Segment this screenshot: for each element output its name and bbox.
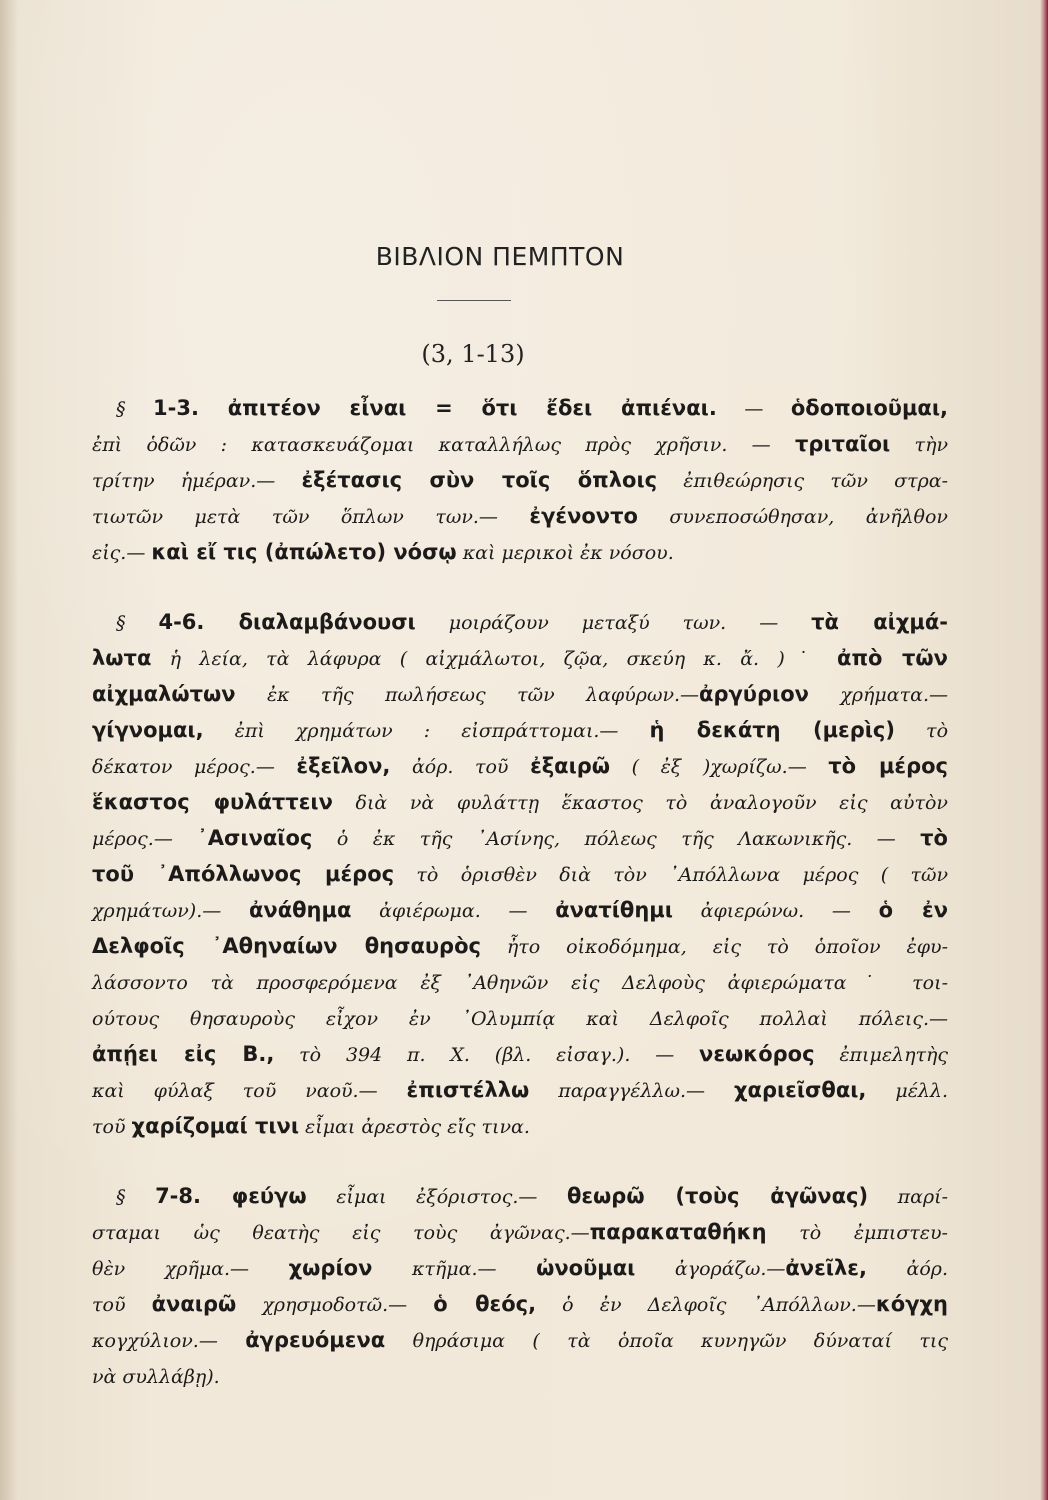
lemma-term: καὶ εἴ τις (ἀπώλετο) νόσῳ xyxy=(151,540,457,564)
gloss-text: ἐπιθεώρησις τῶν στρα- xyxy=(657,470,948,492)
text-line xyxy=(92,1214,948,1250)
gloss-text: — xyxy=(716,398,791,420)
lemma-term: Δελφοῖς ᾿Αθηναίων θησαυρὸς xyxy=(92,934,481,958)
gloss-text: διὰ νὰ φυλάττῃ ἕκαστος τὸ ἀναλογοῦν εἰς αὐτὸν xyxy=(332,792,948,814)
text-line xyxy=(92,1072,948,1108)
gloss-text: ἀφιέρωμα. — xyxy=(351,900,556,922)
gloss-text: τὴν xyxy=(890,434,948,456)
page-binding-edge xyxy=(1040,0,1048,1500)
gloss-text: παρί- xyxy=(868,1186,948,1208)
gloss-text: χρήματα.— xyxy=(808,684,948,706)
gloss-text: τρίτην ἡμέραν.— xyxy=(92,470,302,492)
gloss-text: τὸ ὁρισθὲν διὰ τὸν ᾿Απόλλωνα μέρος ( τῶν xyxy=(394,864,948,886)
commentary-text xyxy=(92,390,948,1428)
lemma-term: ὠνοῦμαι xyxy=(536,1256,636,1280)
gloss-text: § xyxy=(116,1186,156,1208)
gloss-text: εἰς.— xyxy=(92,542,152,564)
commentary-paragraph xyxy=(92,390,948,570)
gloss-text: ἐπὶ ὁδῶν : κατασκευάζομαι καταλλήλως πρὸς χρῆσιν. — xyxy=(92,434,795,456)
gloss-text: χρησμοδοτῶ.— xyxy=(236,1294,434,1316)
gloss-text: μέλλ. xyxy=(866,1080,949,1102)
text-line xyxy=(92,892,948,928)
text-line xyxy=(92,748,948,784)
text-line xyxy=(92,1036,948,1072)
lemma-term: ἐξαιρῶ xyxy=(530,754,611,778)
lemma-term: γίγνομαι, xyxy=(92,718,204,742)
gloss-text: τὸ ἐμπιστευ- xyxy=(766,1222,948,1244)
text-line xyxy=(92,820,948,856)
lemma-term: τριταῖοι xyxy=(795,432,891,456)
text-line xyxy=(92,1250,948,1286)
gloss-text: νὰ συλλάβῃ). xyxy=(92,1366,220,1388)
gloss-text: ἐκ τῆς πωλήσεως τῶν λαφύρων.— xyxy=(235,684,700,706)
lemma-term: ἐξέτασις σὺν τοῖς ὅπλοις xyxy=(301,468,658,492)
text-line xyxy=(92,1322,948,1358)
lemma-term: 7-8. φεύγω xyxy=(155,1184,307,1208)
gloss-text: κογχύλιον.— xyxy=(92,1330,246,1352)
lemma-term: ἕκαστος φυλάττειν xyxy=(92,790,333,814)
gloss-text: ἀφιερώνω. — xyxy=(672,900,879,922)
lemma-term: κόγχη xyxy=(875,1292,948,1316)
gloss-text: χρημάτων).— xyxy=(92,900,249,922)
text-line xyxy=(92,534,948,570)
lemma-term: τοῦ ᾿Απόλλωνος μέρος xyxy=(92,862,395,886)
text-line xyxy=(92,390,948,426)
gloss-text: ἐπὶ χρημάτων : εἰσπράττομαι.— xyxy=(203,720,650,742)
lemma-term: 4-6. διαλαμβάνουσι xyxy=(158,610,416,634)
gloss-text: τὸ xyxy=(894,720,949,742)
text-line xyxy=(92,712,948,748)
gloss-text: παραγγέλλω.— xyxy=(529,1080,734,1102)
lemma-term: ἐγένοντο xyxy=(529,504,638,528)
gloss-text: δέκατον μέρος.— xyxy=(92,756,297,778)
gloss-text: καὶ μερικοὶ ἐκ νόσου. xyxy=(456,542,674,564)
lemma-term: παρακαταθήκη xyxy=(589,1220,767,1244)
lemma-term: ἀργύριον xyxy=(699,682,809,706)
gloss-text: ( ἐξ )χωρίζω.— xyxy=(610,756,829,778)
gloss-text: τοῦ xyxy=(92,1294,152,1316)
gloss-text: ἦτο οἰκοδόμημα, εἰς τὸ ὁποῖον ἐφυ- xyxy=(480,936,948,958)
lemma-term: ὁ θεός, xyxy=(433,1292,537,1316)
gloss-text: τιωτῶν μετὰ τῶν ὅπλων των.— xyxy=(92,506,530,528)
lemma-term: τὰ αἰχμά- xyxy=(811,610,948,634)
lemma-term: ὁδοποιοῦμαι, xyxy=(790,396,948,420)
gloss-text: τοῦ xyxy=(92,1116,132,1138)
lemma-term: τὸ xyxy=(920,826,948,850)
lemma-term: ἐξεῖλον, xyxy=(296,754,391,778)
lemma-term: ᾿Ασιναῖος xyxy=(197,826,313,850)
book-title: ΒΙΒΛΙΟΝ ΠΕΜΠΤΟΝ xyxy=(375,242,625,271)
lemma-term: χαριεῖσθαι, xyxy=(733,1078,867,1102)
text-line xyxy=(92,676,948,712)
text-line xyxy=(92,964,948,1000)
text-line xyxy=(92,928,948,964)
text-line xyxy=(92,1178,948,1214)
lemma-term: αἰχμαλώτων xyxy=(92,682,236,706)
gloss-text: τὸ 394 π. Χ. (βλ. εἰσαγ.). — xyxy=(274,1044,700,1066)
lemma-term: ἀπῄει εἰς Β., xyxy=(92,1042,275,1066)
lemma-term: θεωρῶ (τοὺς ἀγῶνας) xyxy=(566,1184,869,1208)
lemma-term: τὸ μέρος xyxy=(828,754,948,778)
lemma-term: χωρίον xyxy=(288,1256,373,1280)
commentary-paragraph xyxy=(92,604,948,1144)
gloss-text: ἡ λεία, τὰ λάφυρα ( αἰχμάλωτοι, ζῷα, σκεύη κ. ἄ. )˙ xyxy=(151,648,838,670)
gloss-text: § xyxy=(116,398,154,420)
text-line xyxy=(92,426,948,462)
gloss-text: ὁ ἐκ τῆς ᾿Ασίνης, πόλεως τῆς Λακωνικῆς. — xyxy=(312,828,921,850)
gloss-text: μέρος.— xyxy=(92,828,198,850)
text-line xyxy=(92,604,948,640)
gloss-text: κτῆμα.— xyxy=(372,1258,537,1280)
gloss-text: ὁ ἐν Δελφοῖς ᾿Απόλλων.— xyxy=(536,1294,876,1316)
gloss-text: ἀγοράζω.— xyxy=(635,1258,786,1280)
lemma-term: νεωκόρος xyxy=(699,1042,815,1066)
text-line xyxy=(92,856,948,892)
gloss-text: καὶ φύλαξ τοῦ ναοῦ.— xyxy=(92,1080,407,1102)
gloss-text: θὲν χρῆμα.— xyxy=(92,1258,289,1280)
section-reference: (3, 1-13) xyxy=(421,340,525,368)
lemma-term: ὁ ἐν xyxy=(878,898,949,922)
text-line xyxy=(92,1358,948,1394)
lemma-term: ἀπὸ τῶν xyxy=(837,646,948,670)
lemma-term: ἀνεῖλε, xyxy=(785,1256,867,1280)
lemma-term: ἀναιρῶ xyxy=(151,1292,237,1316)
title-divider xyxy=(437,300,511,301)
lemma-term: ἐπιστέλλω xyxy=(406,1078,530,1102)
gloss-text: ούτους θησαυροὺς εἶχον ἐν ᾿Ολυμπίᾳ καὶ Δελφοῖς πολλαὶ πόλεις.— xyxy=(92,1008,948,1030)
text-line xyxy=(92,1286,948,1322)
gloss-text: ἀόρ. τοῦ xyxy=(390,756,531,778)
lemma-term: ἡ δεκάτη (μερὶς) xyxy=(649,718,895,742)
text-line xyxy=(92,498,948,534)
gloss-text: μοιράζουν μεταξύ των. — xyxy=(415,612,812,634)
gloss-text: συνεποσώθησαν, ἀνῆλθον xyxy=(637,506,948,528)
gloss-text: § xyxy=(116,612,159,634)
gloss-text: θηράσιμα ( τὰ ὁποῖα κυνηγῶν δύναταί τις xyxy=(385,1330,948,1352)
gloss-text: σταμαι ὡς θεατὴς εἰς τοὺς ἀγῶνας.— xyxy=(92,1222,590,1244)
gloss-text: λάσσοντο τὰ προσφερόμενα ἐξ ᾿Αθηνῶν εἰς Δελφοὺς ἀφιερώματα˙ τοι- xyxy=(92,972,948,994)
commentary-paragraph xyxy=(92,1178,948,1394)
gloss-text: ἐπιμελητὴς xyxy=(814,1044,948,1066)
lemma-term: ἀγρευόμενα xyxy=(245,1328,386,1352)
text-line xyxy=(92,784,948,820)
gloss-text: ἀόρ. xyxy=(866,1258,948,1280)
text-line xyxy=(92,1108,948,1144)
lemma-term: λωτα xyxy=(92,646,152,670)
page-edge-stain xyxy=(0,0,18,1500)
lemma-term: ἀνάθημα xyxy=(248,898,352,922)
lemma-term: χαρίζομαί τινι xyxy=(131,1114,300,1138)
lemma-term: ἀνατίθημι xyxy=(555,898,673,922)
text-line xyxy=(92,462,948,498)
text-line xyxy=(92,640,948,676)
gloss-text: εἶμαι ἀρεστὸς εἴς τινα. xyxy=(299,1116,530,1138)
lemma-term: 1-3. ἀπιτέον εἶναι = ὅτι ἔδει ἀπιέναι. xyxy=(153,396,717,420)
text-line xyxy=(92,1000,948,1036)
gloss-text: εἶμαι ἐξόριστος.— xyxy=(306,1186,567,1208)
